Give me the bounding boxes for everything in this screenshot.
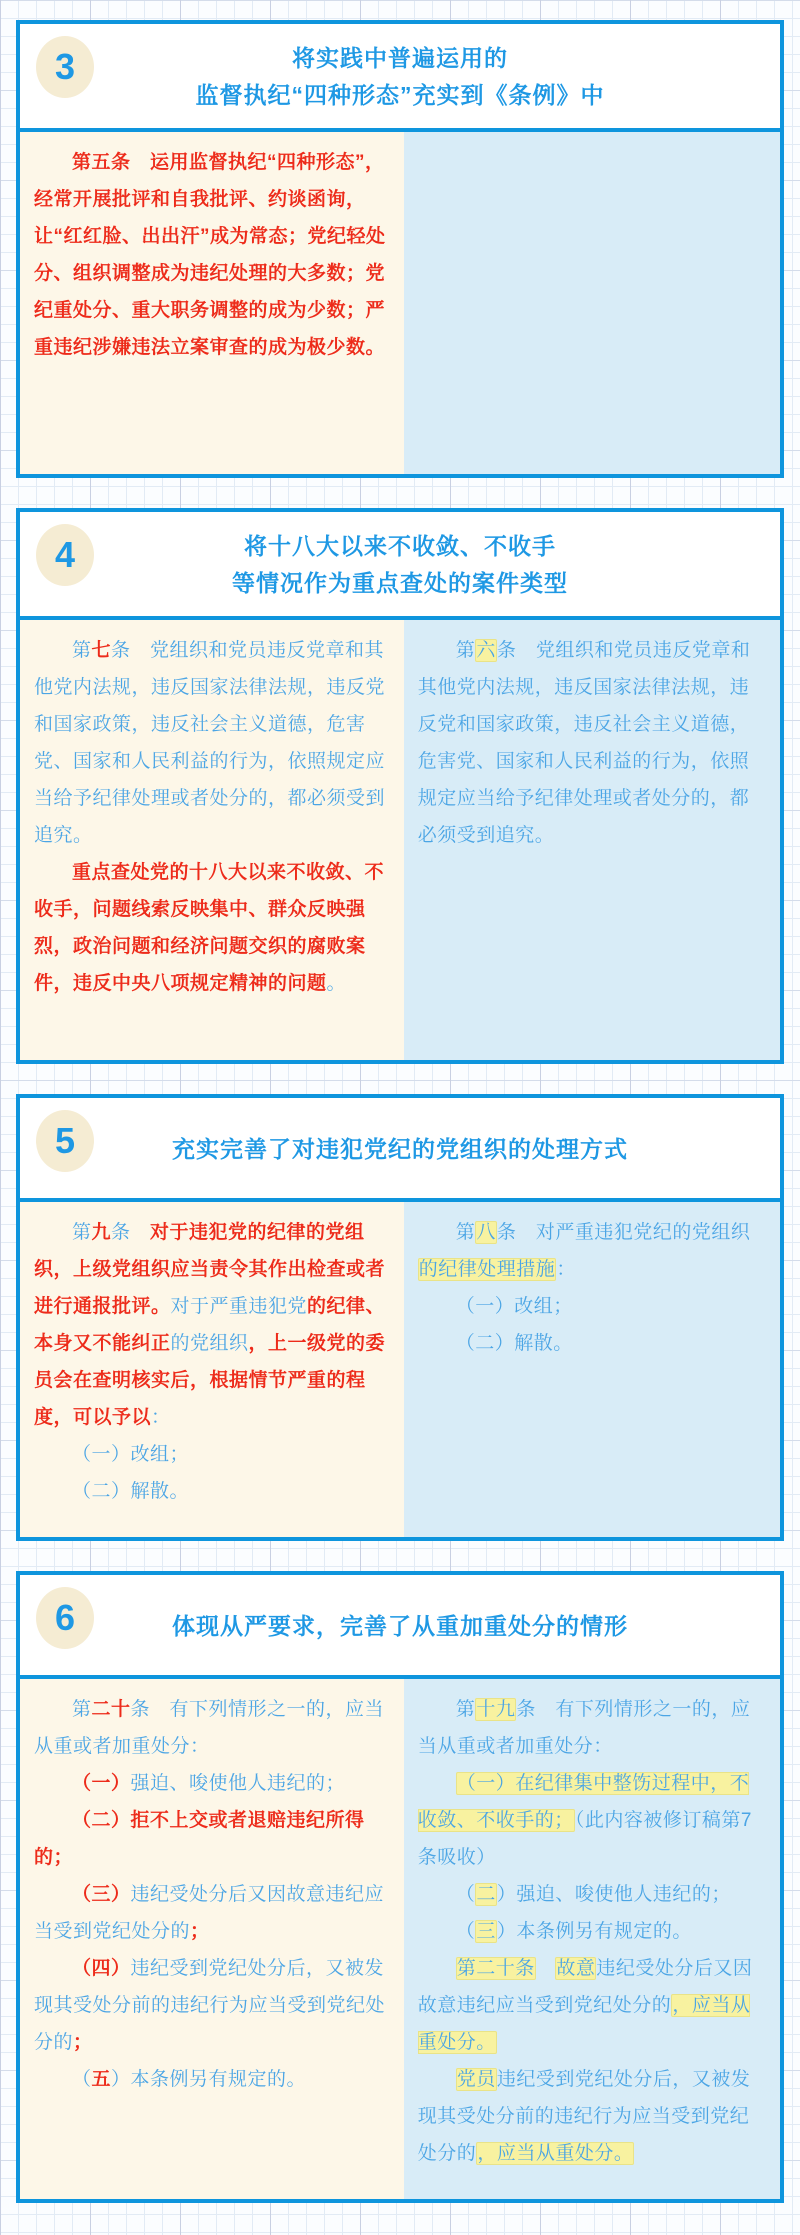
section-number-badge: 6 [36,1587,94,1649]
text-segment: 第 [72,1222,92,1243]
article-paragraph [34,1214,390,1436]
text-segment: （ [455,1884,476,1905]
article-paragraph [34,1802,390,1876]
section-title-line: 监督执纪“四种形态”充实到《条例》中 [195,81,605,108]
text-segment: 条 [111,1222,151,1243]
highlighted-text-segment: 第二十条 [456,1958,535,1979]
highlighted-text-segment: 二 [476,1884,496,1905]
article-paragraph [34,1876,390,1950]
revised-text-column [20,1202,404,1537]
text-segment: 条 党组织和党员违反党章和其他党内法规，违反国家法律法规，违反党和国家政策，违反社会主义道德，危害党、国家和人民利益的行为，依照规定应当给予纪律处理或者处分的，都必须受到追究。 [34,639,386,846]
article-paragraph [34,1473,390,1510]
text-segment: 违纪受处分后又因故意违纪应当受到党纪处分的 [417,1958,753,2016]
section-title-line: 将实践中普遍运用的 [292,45,508,71]
text-segment: ，上一级党的委员会在查明核实后，根据情节严重的程度，可以予以 [34,1333,386,1428]
article-paragraph [34,854,390,1002]
text-segment: 条 有下列情形之一的，应当从重或者加重处分： [417,1699,751,1757]
text-segment: 条 党组织和党员违反党章和其他党内法规，违反国家法律法规，违反党和国家政策，违反社会主义道德，危害党、国家和人民利益的行为，依照规定应当给予纪律处理或者处分的，都必须受到追究。 [417,639,751,846]
text-segment: 的纪律、本身又不能纠正 [34,1296,386,1354]
text-segment: （一） [72,1773,131,1794]
section-number-badge: 4 [36,524,94,586]
article-paragraph [418,1950,766,2061]
text-segment: 。 [326,972,347,994]
original-text-column [404,132,780,474]
text-segment: （一）改组； [72,1444,190,1465]
original-text-column [404,620,780,1060]
section-body [20,128,780,474]
section-body [20,1198,780,1537]
article-paragraph [418,1325,766,1362]
text-segment: ； [73,2032,93,2053]
text-segment: （ [72,2069,92,2090]
section-title [90,528,710,602]
highlighted-text-segment: 十九 [476,1699,516,1720]
text-segment: 违纪受到党纪处分后，又被发现其受处分前的违纪行为应当受到党纪处分的 [417,2069,751,2164]
section-card-4 [16,508,784,1064]
text-segment: 的党组织 [170,1333,249,1354]
text-segment: 第 [455,1222,476,1243]
text-segment: 第 [72,1699,92,1720]
article-paragraph [418,1288,766,1325]
revised-text-column [20,132,404,474]
text-segment: （ [455,1921,476,1942]
section-header [20,1575,780,1675]
text-segment: ）强迫、唆使他人违纪的； [496,1884,731,1905]
article-paragraph [418,1876,766,1913]
text-segment: 条 对严重违犯党纪的党组织 [496,1222,751,1243]
text-segment: 重点查处党的十八大以来不收敛、不收手，问题线索反映集中、群众反映强烈，政治问题和经济问题交织的腐败案件，违反中央八项规定精神的问题 [34,861,385,994]
article-paragraph [34,632,390,854]
article-paragraph [34,1950,390,2061]
text-segment: （三） [72,1884,131,1905]
revised-text-column [20,620,404,1060]
text-segment: 对于违犯党的纪律的党组织，上级党组织应当责令其作出检查或者进行通报批评。 [34,1222,386,1317]
text-segment: 违纪受处分后又因故意违纪应当受到党纪处分的 [34,1884,385,1942]
text-segment: 二十 [91,1699,131,1720]
section-card-3 [16,20,784,478]
text-segment: 第 [455,639,476,661]
section-header [20,1098,780,1198]
article-paragraph [34,2061,390,2098]
text-segment: （一）改组； [455,1296,573,1317]
section-body [20,1675,780,2199]
text-segment: 强迫、唆使他人违纪的； [130,1773,346,1794]
highlighted-text-segment: 八 [476,1222,496,1243]
text-segment: ； [190,1921,210,1942]
text-segment: 七 [91,639,112,661]
text-segment [536,1958,556,1979]
section-card-6 [16,1571,784,2203]
original-text-column [404,1679,780,2199]
article-paragraph [34,1691,390,1765]
article-paragraph [418,632,766,854]
section-title-line: 将十八大以来不收敛、不收手 [244,533,556,559]
article-paragraph [34,1436,390,1473]
text-segment: ： [151,1407,171,1428]
highlighted-text-segment: 故意 [556,1958,596,1979]
text-segment: （二）解散。 [455,1333,573,1354]
highlighted-text-segment: 党员 [456,2069,496,2090]
text-segment: 第 [72,639,92,661]
highlighted-text-segment: 三 [476,1921,496,1942]
article-paragraph [34,144,390,366]
text-segment: 条 有下列情形之一的，应当从重或者加重处分： [34,1699,385,1757]
article-paragraph [418,1691,766,1765]
section-number-badge: 5 [36,1110,94,1172]
text-segment: （四） [72,1958,131,1979]
text-segment: 第 [455,1699,476,1720]
article-paragraph [418,1765,766,1876]
text-segment: ）本条例另有规定的。 [496,1921,692,1942]
article-paragraph [418,2061,766,2172]
highlighted-text-segment: ，应当从重处分。 [417,1995,751,2053]
text-segment: 九 [91,1222,112,1243]
section-title [90,40,710,114]
article-paragraph [34,1765,390,1802]
section-number-badge: 3 [36,36,94,98]
text-segment: 第五条 运用监督执纪“四种形态”，经常开展批评和自我批评、约谈函询，让“红红脸、出出汗”成为常态；党纪轻处分、组织调整成为违纪处理的大多数；党纪重处分、重大职务调整的成为少数；严重违纪涉嫌违法立案审查的成为极少数。 [34,151,386,358]
section-title-line: 等情况作为重点查处的案件类型 [232,569,568,596]
text-segment: 五 [91,2069,112,2090]
text-segment: （二）解散。 [72,1481,190,1502]
text-segment: ： [556,1259,576,1280]
section-title [90,1608,710,1645]
text-segment: （二）拒不上交或者退赔违纪所得的； [34,1810,365,1868]
section-title-line: 充实完善了对违犯党纪的党组织的处理方式 [172,1135,628,1162]
section-header [20,512,780,616]
section-title-line: 体现从严要求，完善了从重加重处分的情形 [172,1612,628,1639]
text-segment: 对于严重违犯党 [170,1296,308,1317]
section-header [20,24,780,128]
highlighted-text-segment: （一）在纪律集中整饬过程中，不收敛、不收手的； [417,1773,750,1831]
section-card-5 [16,1094,784,1541]
section-body [20,616,780,1060]
article-paragraph [418,1214,766,1288]
highlighted-text-segment: 的纪律处理措施 [418,1259,556,1280]
text-segment: 违纪受到党纪处分后，又被发现其受处分前的违纪行为应当受到党纪处分的 [34,1958,386,2053]
section-title [90,1131,710,1168]
text-segment: （此内容被修订稿第7条吸收） [417,1810,752,1868]
original-text-column [404,1202,780,1537]
highlighted-text-segment: ，应当从重处分。 [477,2143,634,2164]
highlighted-text-segment: 六 [476,639,496,661]
article-paragraph [418,1913,766,1950]
text-segment: ）本条例另有规定的。 [111,2069,307,2090]
revised-text-column [20,1679,404,2199]
